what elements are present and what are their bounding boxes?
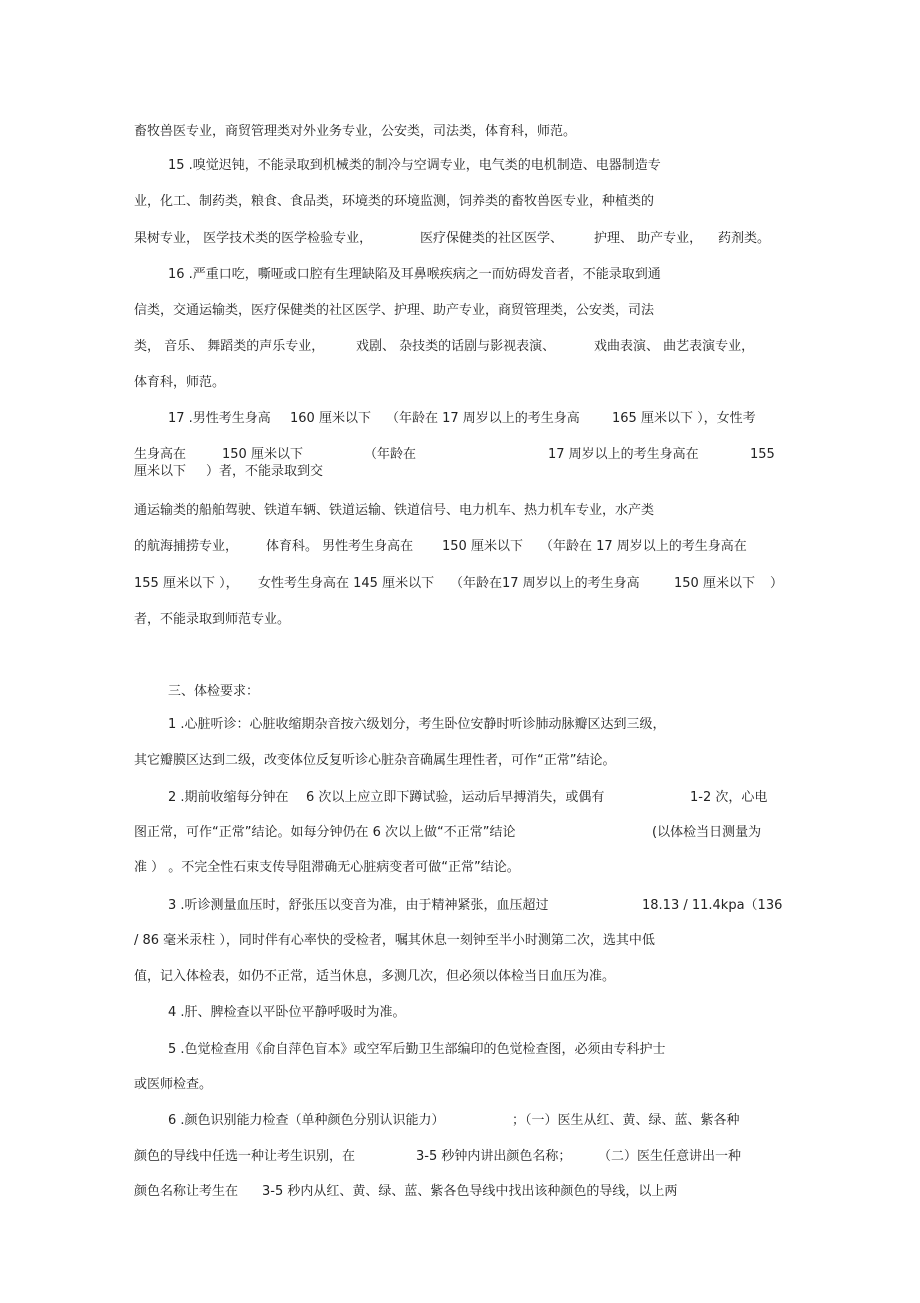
text-line [134,1076,212,1094]
text-line [540,538,747,556]
text-span: 护理、 助产专业， [594,231,703,246]
text-line [222,446,303,464]
text-span: 生身高在 [134,447,187,462]
text-span: 信类，交通运输类，医疗保健类的社区医学、护理、助产专业，商贸管理类，公安类，司法 [134,303,655,318]
text-span: 的航海捕捞专业， [134,539,239,554]
text-line [290,410,371,428]
text-span: 体育科，师范。 [134,375,226,390]
text-line [134,338,324,356]
text-line [266,538,413,556]
text-span: 女性考生身高在 145 厘米以下 [258,576,435,591]
text-span: 2 .期前收缩每分钟在 [168,790,289,805]
text-span: 150 厘米以下 [222,447,303,462]
text-span: 图正常，可作“正常”结论。如每分钟仍在 6 次以上做“不正常”结论 [134,825,516,840]
text-span: (以体检当日测量为 [652,825,762,840]
text-span: 医疗保健类的社区医学、 [420,231,564,246]
text-span: 体育科。 男性考生身高在 [266,539,414,554]
text-line [718,230,770,248]
text-line [416,1148,571,1166]
text-line [674,575,755,593]
text-span: （年龄在 17 周岁以上的考生身高在 [540,539,747,554]
text-span: 6 次以上应立即下蹲试验，运动后早搏消失，或偶有 [306,790,605,805]
text-span: 药剂类。 [718,231,771,246]
text-span: 3 .听诊测量血压时，舒张压以变音为准，由于精神紧张，血压超过 [168,898,549,913]
text-span: 1-2 次，心电 [690,790,768,805]
text-span: 值，记入体检表，如仍不正常，适当休息，多测几次，但必须以体检当日血压为准。 [134,969,616,984]
text-line [134,193,654,211]
text-line [134,824,515,842]
text-span: 通运输类的船舶驾驶、铁道车辆、铁道运输、铁道信号、电力机车、热力机车专业，水产类 [134,503,655,518]
text-span: 6 .颜色识别能力检查（单种颜色分别认识能力） [168,1113,445,1128]
text-span: 155 厘米以下 ）， [134,576,239,591]
text-line [450,575,640,593]
text-span: 3-5 秒内从红、黄、绿、蓝、紫各色导线中找出该种颜色的导线，以上两 [262,1184,678,1199]
text-line [364,446,416,464]
text-line [168,716,666,734]
text-span: （二）医生任意讲出一种 [598,1149,742,1164]
text-line [134,538,238,556]
text-line [690,789,767,807]
text-line [134,302,654,320]
text-line [356,338,555,356]
text-span: （年龄在17 周岁以上的考生身高 [450,576,640,591]
text-span: / 86 毫米汞柱 ），同时伴有心率快的受检者，嘱其休息一刻钟至半小时测第二次，选其中低 [134,933,655,948]
text-line [134,463,186,481]
text-line [168,410,271,428]
text-span: 畜牧兽医专业，商贸管理类对外业务专业，公安类，司法类，体育科，师范。 [134,124,577,139]
text-line [134,932,655,950]
text-span: 三、体检要求： [168,684,260,699]
section-heading [168,683,259,701]
text-span: 戏剧、 杂技类的话剧与影视表演、 [356,339,556,354]
text-line [134,611,290,629]
text-line [442,538,523,556]
text-line [134,752,615,770]
text-span: ；（一）医生从红、黄、绿、蓝、紫各种 [512,1113,740,1128]
text-line [168,157,661,175]
text-span: 17 .男性考生身高 [168,411,271,426]
text-line [652,824,761,842]
text-span: ）者，不能录取到交 [206,464,324,479]
text-line [262,1183,677,1201]
text-line [770,575,783,593]
text-span: 业，化工、制药类，粮食、食品类，环境类的环境监测，饲养类的畜牧兽医专业，种植类的 [134,194,655,209]
text-span: 17 周岁以上的考生身高在 [548,447,699,462]
text-line [134,230,372,248]
text-line [420,230,563,248]
text-span: 1 .心脏听诊：心脏收缩期杂音按六级划分，考生卧位安静时听诊肺动脉瓣区达到三级， [168,717,666,732]
text-span: 类， 音乐、 舞蹈类的声乐专业， [134,339,325,354]
text-line [306,789,604,807]
text-line [548,446,699,464]
text-line [168,897,549,915]
text-line [168,266,661,284]
text-span: （年龄在 [364,447,417,462]
text-span: 150 厘米以下 [442,539,523,554]
text-span: 155 [750,447,775,462]
text-line [134,123,576,141]
text-line [168,1004,406,1022]
text-line [258,575,434,593]
text-line [134,374,225,392]
text-span: 16 .严重口吃，嘶哑或口腔有生理缺陷及耳鼻喉疾病之一而妨碍发音者，不能录取到通 [168,267,661,282]
text-span: 者，不能录取到师范专业。 [134,612,291,627]
text-line [134,859,520,877]
text-line [168,789,289,807]
text-line [512,1112,740,1130]
text-line [168,1112,445,1130]
text-line [168,1041,666,1059]
text-line [750,446,775,464]
text-span: 15 .嗅觉迟钝，不能录取到机械类的制冷与空调专业，电气类的电机制造、电器制造专 [168,158,661,173]
text-span: 3-5 秒钟内讲出颜色名称； [416,1149,572,1164]
text-line [612,410,756,428]
text-line [386,410,580,428]
text-span: 颜色的导线中任选一种让考生识别，在 [134,1149,356,1164]
text-line [134,968,615,986]
text-line [206,463,323,481]
text-line [134,502,654,520]
text-span: 160 厘米以下 [290,411,371,426]
text-line [594,230,702,248]
text-span: 或医师检查。 [134,1077,213,1092]
text-span: 165 厘米以下 ），女性考 [612,411,756,426]
text-span: 4 .肝、脾检查以平卧位平静呼吸时为准。 [168,1005,406,1020]
text-span: 果树专业， 医学技术类的医学检验专业， [134,231,373,246]
text-span: 其它瓣膜区达到二级，改变体位反复听诊心脏杂音确属生理性者，可作“正常”结论。 [134,753,616,768]
text-line [598,1148,741,1166]
text-span: 颜色名称让考生在 [134,1184,239,1199]
text-line [134,1148,355,1166]
text-span: 150 厘米以下 [674,576,755,591]
text-span: 戏曲表演、 曲艺表演专业， [594,339,755,354]
text-span: 18.13 / 11.4kpa（136 [642,898,783,913]
text-span: ） [770,576,784,591]
text-span: 厘米以下 [134,464,187,479]
text-span: 准 ） 。不完全性石束支传导阻滞确无心脏病变者可做“正常”结论。 [134,860,520,875]
text-line [642,897,782,915]
text-line [134,1183,238,1201]
text-line [594,338,754,356]
text-line [134,446,186,464]
text-span: 5 .色觉检查用《俞自萍色盲本》或空军后勤卫生部编印的色觉检查图，必须由专科护士 [168,1042,666,1057]
text-span: （年龄在 17 周岁以上的考生身高 [386,411,580,426]
text-line [134,575,239,593]
